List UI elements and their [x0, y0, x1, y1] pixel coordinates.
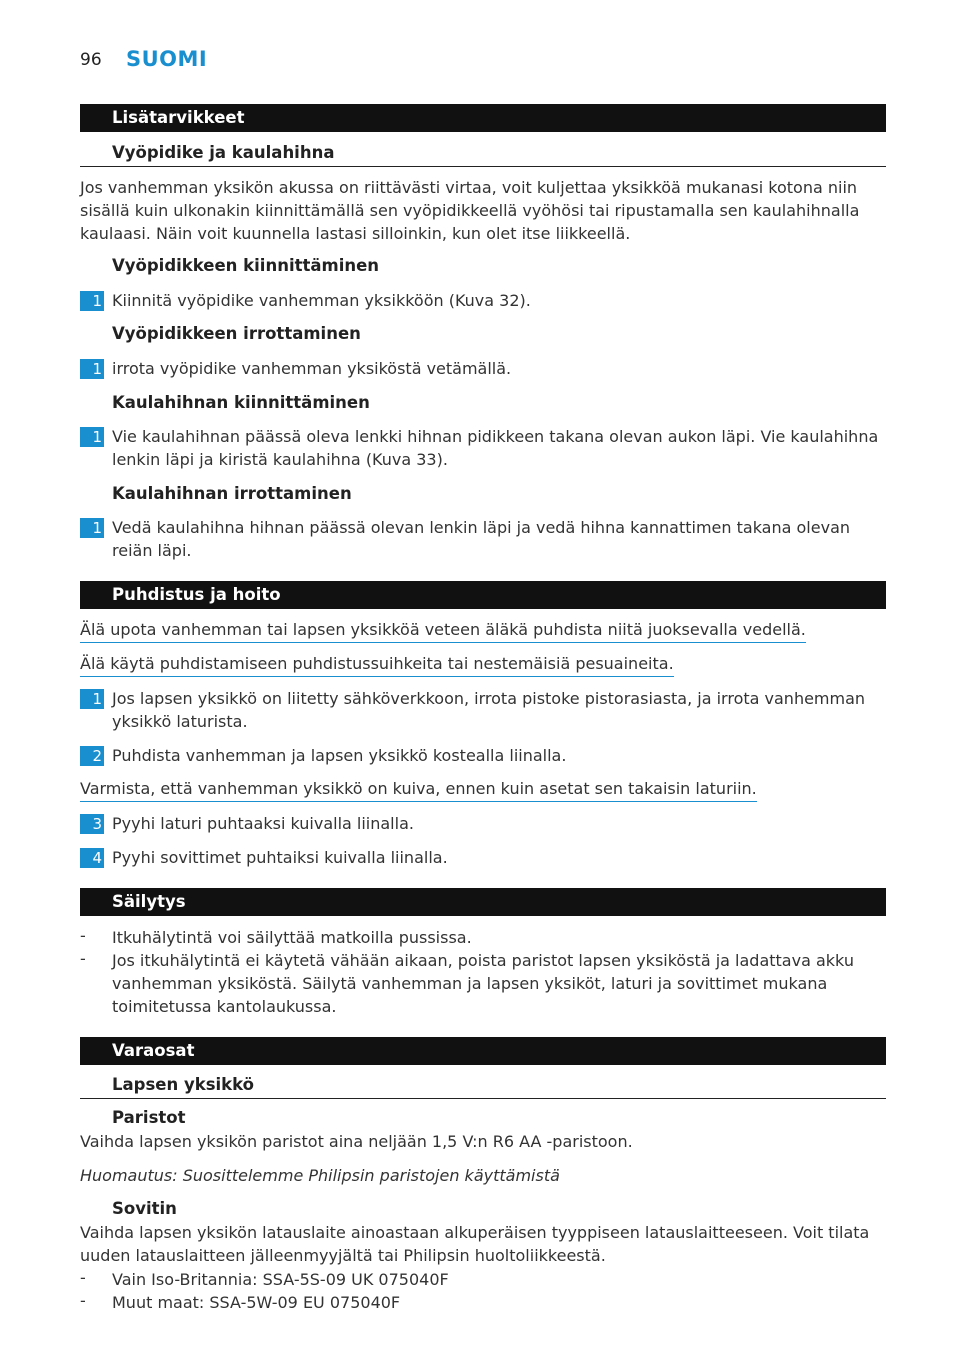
intro-paragraph: Jos vanhemman yksikön akussa on riittävästi virtaa, voit kuljettaa yksikköä mukanasi kotona niin sisällä kuin ulkonakin kiinnittämällä sen vyöpidikkeellä vyöhösi tai ripustamalla sen kaulahihnalla kaulaasi. Näin voit kuunnella lastasi silloinkin, kun olet itse liikkeellä.	[80, 178, 860, 243]
section-bar-accessories	[80, 104, 886, 132]
divider	[80, 1098, 886, 1099]
list-item: Itkuhälytintä voi säilyttää matkoilla pussissa.	[112, 928, 472, 947]
adapter-paragraph: Vaihda lapsen yksikön latauslaite ainoastaan alkuperäisen tyyppiseen latauslaitteeseen. Voit tilata uuden latauslaitteen jälleenmyyjältä tai Philipsin huoltoliikkeestä.	[80, 1223, 870, 1265]
step-number: 1	[80, 291, 104, 311]
list-item: Muut maat: SSA-5W-09 EU 075040F	[112, 1293, 401, 1312]
section-title: Lisätarvikkeet	[112, 108, 245, 127]
step-text: Pyyhi sovittimet puhtaiksi kuivalla liinalla.	[112, 848, 448, 867]
list-dash: -	[80, 1268, 86, 1287]
step-text: irrota vyöpidike vanhemman yksiköstä vetämällä.	[112, 359, 512, 378]
step-number: 2	[80, 746, 104, 766]
step-number: 3	[80, 814, 104, 834]
note-text: Huomautus: Suosittelemme Philipsin paristojen käyttämistä	[80, 1166, 560, 1185]
step-number: 1	[80, 359, 104, 379]
section-title: Säilytys	[112, 892, 186, 911]
step-number: 1	[80, 427, 104, 447]
section-title: Puhdistus ja hoito	[112, 585, 281, 604]
subsection-title: Vyöpidike ja kaulahihna	[112, 143, 335, 162]
step-text: Jos lapsen yksikkö on liitetty sähköverkkoon, irrota pistoke pistorasiasta, ja irrota vanhemman yksikkö laturista.	[112, 689, 866, 731]
step-number: 1	[80, 518, 104, 538]
section-title: Varaosat	[112, 1041, 195, 1060]
step-text: Pyyhi laturi puhtaaksi kuivalla liinalla.	[112, 814, 414, 833]
heading-attach-strap: Kaulahihnan kiinnittäminen	[112, 393, 370, 412]
list-dash: -	[80, 926, 86, 945]
language-title: SUOMI	[126, 47, 208, 71]
step-number: 4	[80, 848, 104, 868]
heading-adapter: Sovitin	[112, 1199, 177, 1218]
heading-batteries: Paristot	[112, 1108, 186, 1127]
list-dash: -	[80, 1291, 86, 1310]
step-text: Puhdista vanhemman ja lapsen yksikkö kostealla liinalla.	[112, 746, 567, 765]
heading-detach-strap: Kaulahihnan irrottaminen	[112, 484, 352, 503]
divider	[80, 166, 886, 167]
heading-detach-clip: Vyöpidikkeen irrottaminen	[112, 324, 361, 343]
list-item: Jos itkuhälytintä ei käytetä vähään aikaan, poista paristot lapsen yksiköstä ja ladattava akku vanhemman yksiköstä. Säilytä vanhemman ja lapsen yksiköt, laturi ja sovittimet mukana toimitetussa kantolaukussa.	[112, 951, 854, 1016]
page-number: 96	[80, 50, 102, 70]
warning-text: Varmista, että vanhemman yksikkö on kuiva, ennen kuin asetat sen takaisin laturiin.	[80, 777, 757, 802]
step-text: Kiinnitä vyöpidike vanhemman yksikköön (Kuva 32).	[112, 291, 531, 310]
section-bar-storage	[80, 888, 886, 916]
step-text: Vie kaulahihnan päässä oleva lenkki hihnan pidikkeen takana olevan aukon läpi. Vie kaulahihna lenkin läpi ja kiristä kaulahihna (Kuva 33).	[112, 427, 879, 469]
step-number: 1	[80, 689, 104, 709]
section-bar-parts	[80, 1037, 886, 1065]
heading-attach-clip: Vyöpidikkeen kiinnittäminen	[112, 256, 380, 275]
warning-text: Älä käytä puhdistamiseen puhdistussuihkeita tai nestemäisiä pesuaineita.	[80, 652, 674, 677]
section-bar-cleaning	[80, 581, 886, 609]
step-text: Vedä kaulahihna hihnan päässä olevan lenkin läpi ja vedä hihna kannattimen takana olevan reiän läpi.	[112, 518, 851, 560]
subsection-title: Lapsen yksikkö	[112, 1075, 255, 1094]
list-dash: -	[80, 949, 86, 968]
batteries-paragraph: Vaihda lapsen yksikön paristot aina neljään 1,5 V:n R6 AA -paristoon.	[80, 1132, 633, 1151]
warning-text: Älä upota vanhemman tai lapsen yksikköä veteen äläkä puhdista niitä juoksevalla vedellä.	[80, 618, 806, 643]
list-item: Vain Iso-Britannia: SSA-5S-09 UK 075040F	[112, 1270, 449, 1289]
